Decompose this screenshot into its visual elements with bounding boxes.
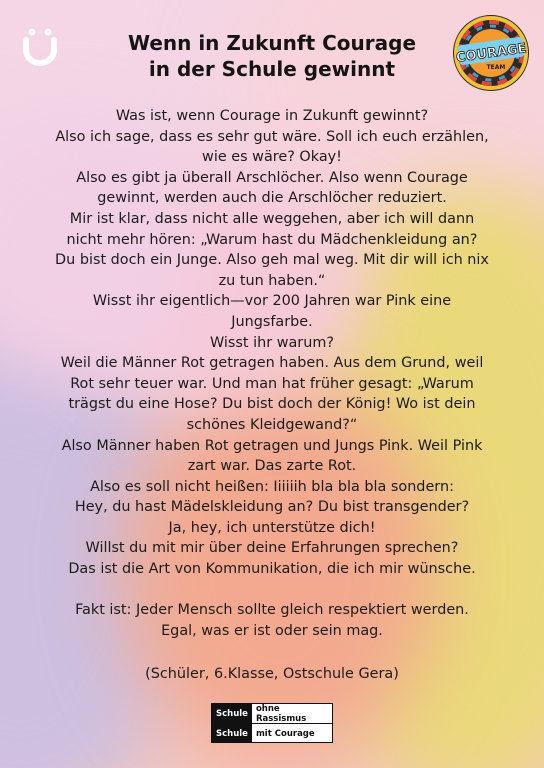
poem-line: Willst du mit mir über deine Erfahrungen sprechen? [85, 540, 459, 557]
footer-label: mit Courage [255, 728, 315, 739]
poem-line: Also ich sage, dass es sehr gut wäre. Soll ich euch erzählen, [55, 128, 489, 145]
poem-line: Wisst ihr eigentlich—vor 200 Jahren war Pink eine [92, 293, 452, 310]
poem-line: Rot sehr teuer war. Und man hat früher gesagt: „Warum [70, 375, 474, 392]
poem-line: zu tun haben.“ [218, 272, 326, 289]
poem-line: zart war. Das zarte Rot. [187, 458, 357, 475]
conclusion-line: Fakt ist: Jeder Mensch sollte gleich respektiert werden. [75, 602, 469, 619]
poem-line: wie es wäre? Okay! [202, 149, 342, 166]
poem-line: nicht mehr hören: „Warum hast du Mädchenkleidung an? [66, 231, 478, 248]
poem-line: Du bist doch ein Junge. Also geh mal weg. Mit dir will ich nix [55, 252, 489, 269]
poem-line: Was ist, wenn Courage in Zukunft gewinnt? [115, 108, 429, 124]
footer-label: Schule [212, 704, 252, 723]
poem-line: Wisst ihr warum? [209, 334, 334, 351]
poem-line: Also es soll nicht heißen: Iiiiiih bla bla bla sondern: [90, 478, 454, 495]
poem-line: Das ist die Art von Kommunikation, die ich mir wünsche. [68, 561, 476, 578]
footer-label: Schule [212, 724, 252, 743]
spacer [40, 580, 504, 601]
poem-text [40, 106, 504, 641]
source-attribution: (Schüler, 6.Klasse, Ostschule Gera) [145, 666, 399, 682]
poem-line: Weil die Männer Rot getragen haben. Aus dem Grund, weil [60, 355, 484, 372]
poem-line: Jungsfarbe. [231, 313, 313, 330]
footer-label: ohne Rassismus [255, 703, 307, 724]
poem-line: Mir ist klar, dass nicht alle weggehen, aber ich will dann [69, 210, 475, 227]
page-title: Wenn in Zukunft Courage in der Schule gewinnt [127, 31, 417, 81]
poem-line: Ja, hey, ich unterstütze dich! [168, 519, 376, 536]
schule-ohne-rassismus-logo [211, 703, 333, 743]
poem-line: gewinnt, werden auch die Arschlöcher reduziert. [97, 190, 447, 207]
poem-line: Also es gibt ja überall Arschlöcher. Also wenn Courage [76, 169, 468, 186]
conclusion-line: Egal, was er ist oder sein mag. [161, 622, 383, 639]
poem-line: Hey, du hast Mädelskleidung an? Du bist transgender? [74, 499, 470, 516]
svg-text:TEAM: TEAM [486, 64, 506, 71]
svg-text:COURAGE: COURAGE [455, 41, 528, 66]
poem-line: Also Männer haben Rot getragen und Jungs Pink. Weil Pink [61, 437, 483, 454]
poem-line: schönes Kleidgewand?“ [186, 416, 358, 433]
poem-line: trägst du eine Hose? Du bist doch der König! Wo ist dein [68, 396, 476, 413]
